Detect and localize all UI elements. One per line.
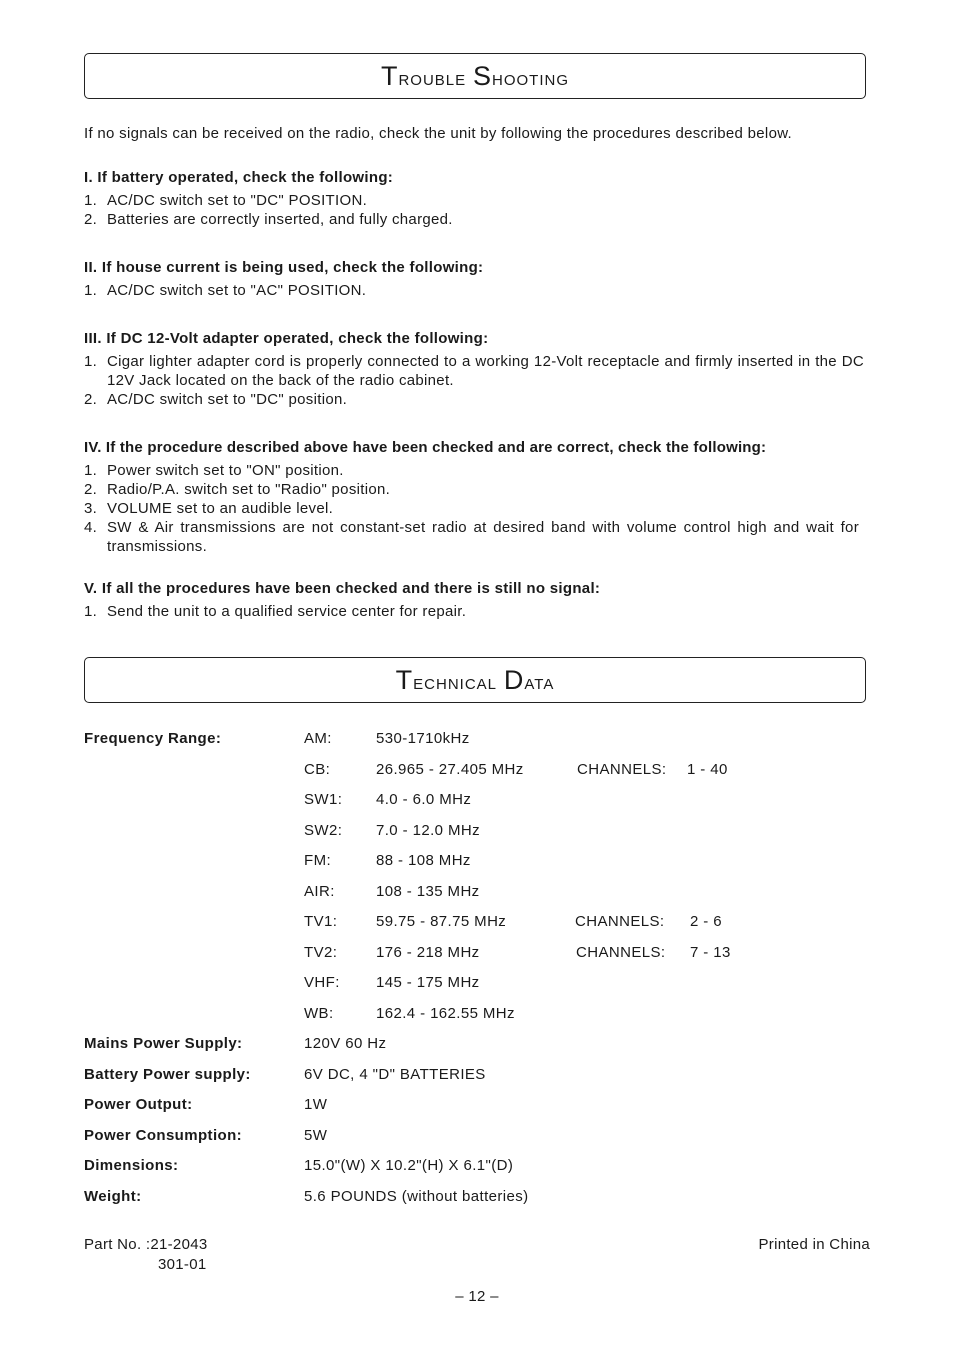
item-number: 1. (84, 353, 98, 370)
spec-label: Power Output: (84, 1096, 193, 1113)
frequency-range-label: Frequency Range: (84, 730, 222, 747)
channels-value: 7 - 13 (690, 944, 731, 961)
band-label: WB: (304, 1005, 334, 1022)
item-number: 2. (84, 211, 98, 228)
part-number: Part No. :21-2043 (84, 1236, 208, 1253)
section-heading: II. If house current is being used, check the following: (84, 259, 484, 276)
intro-paragraph: If no signals can be received on the radio, check the unit by following the procedures described below. (84, 125, 792, 142)
spec-label: Dimensions: (84, 1157, 179, 1174)
band-label: VHF: (304, 974, 340, 991)
list-item: AC/DC switch set to "DC" POSITION. (107, 192, 368, 209)
band-range: 162.4 - 162.55 MHz (376, 1005, 515, 1022)
band-label: CB: (304, 761, 331, 778)
band-range: 59.75 - 87.75 MHz (376, 913, 507, 930)
band-range: 88 - 108 MHz (376, 852, 471, 869)
list-item: Radio/P.A. switch set to "Radio" position. (107, 481, 391, 498)
item-number: 4. (84, 519, 98, 536)
list-item: Batteries are correctly inserted, and fully charged. (107, 211, 453, 228)
section-heading: V. If all the procedures have been checked and there is still no signal: (84, 580, 601, 597)
item-number: 2. (84, 391, 98, 408)
band-range: 4.0 - 6.0 MHz (376, 791, 472, 808)
list-item: SW & Air transmissions are not constant-set radio at desired band with volume control high and wait for transmissions. (107, 519, 859, 555)
band-label: AIR: (304, 883, 335, 900)
spec-label: Battery Power supply: (84, 1066, 251, 1083)
spec-value: 1W (304, 1096, 328, 1113)
spec-value: 15.0"(W) X 10.2"(H) X 6.1"(D) (304, 1157, 514, 1174)
section-heading: IV. If the procedure described above have been checked and are correct, check the following: (84, 439, 767, 456)
trouble-shooting-title: Trouble Shooting (380, 60, 570, 91)
printed-in: Printed in China (758, 1236, 870, 1253)
band-label: FM: (304, 852, 332, 869)
list-item: AC/DC switch set to "DC" position. (107, 391, 348, 408)
list-item: Cigar lighter adapter cord is properly connected to a working 12-Volt receptacle and firmly inserted in the DC 12V Jack located on the back of the radio cabinet. (107, 353, 864, 389)
part-number-sub: 301-01 (158, 1256, 207, 1273)
channels-label: CHANNELS: (576, 944, 666, 961)
list-item: Power switch set to "ON" position. (107, 462, 344, 479)
spec-label: Power Consumption: (84, 1127, 243, 1144)
band-range: 26.965 - 27.405 MHz (376, 761, 524, 778)
item-number: 3. (84, 500, 98, 517)
channels-value: 1 - 40 (687, 761, 728, 778)
band-range: 7.0 - 12.0 MHz (376, 822, 480, 839)
band-range: 176 - 218 MHz (376, 944, 480, 961)
list-item: Send the unit to a qualified service center for repair. (107, 603, 467, 620)
list-item: VOLUME set to an audible level. (107, 500, 334, 517)
band-label: TV2: (304, 944, 338, 961)
section-heading: III. If DC 12-Volt adapter operated, check the following: (84, 330, 489, 347)
band-label: SW2: (304, 822, 343, 839)
band-range: 108 - 135 MHz (376, 883, 480, 900)
section-heading: I. If battery operated, check the following: (84, 169, 394, 186)
item-number: 2. (84, 481, 98, 498)
item-number: 1. (84, 192, 98, 209)
channels-label: CHANNELS: (577, 761, 667, 778)
spec-value: 5W (304, 1127, 328, 1144)
spec-value: 120V 60 Hz (304, 1035, 387, 1052)
channels-label: CHANNELS: (575, 913, 665, 930)
item-number: 1. (84, 462, 98, 479)
spec-value: 6V DC, 4 "D" BATTERIES (304, 1066, 486, 1083)
spec-label: Weight: (84, 1188, 142, 1205)
item-number: 1. (84, 603, 98, 620)
band-label: TV1: (304, 913, 338, 930)
item-number: 1. (84, 282, 98, 299)
trouble-shooting-title-box (84, 53, 866, 99)
band-range: 530-1710kHz (376, 730, 470, 747)
spec-label: Mains Power Supply: (84, 1035, 243, 1052)
page-number: – 12 – (455, 1288, 499, 1305)
technical-data-title-box (84, 657, 866, 703)
band-label: AM: (304, 730, 332, 747)
channels-value: 2 - 6 (690, 913, 723, 930)
band-range: 145 - 175 MHz (376, 974, 480, 991)
band-label: SW1: (304, 791, 343, 808)
list-item: AC/DC switch set to "AC" POSITION. (107, 282, 367, 299)
technical-data-title: Technical Data (395, 664, 555, 695)
spec-value: 5.6 POUNDS (without batteries) (304, 1188, 529, 1205)
